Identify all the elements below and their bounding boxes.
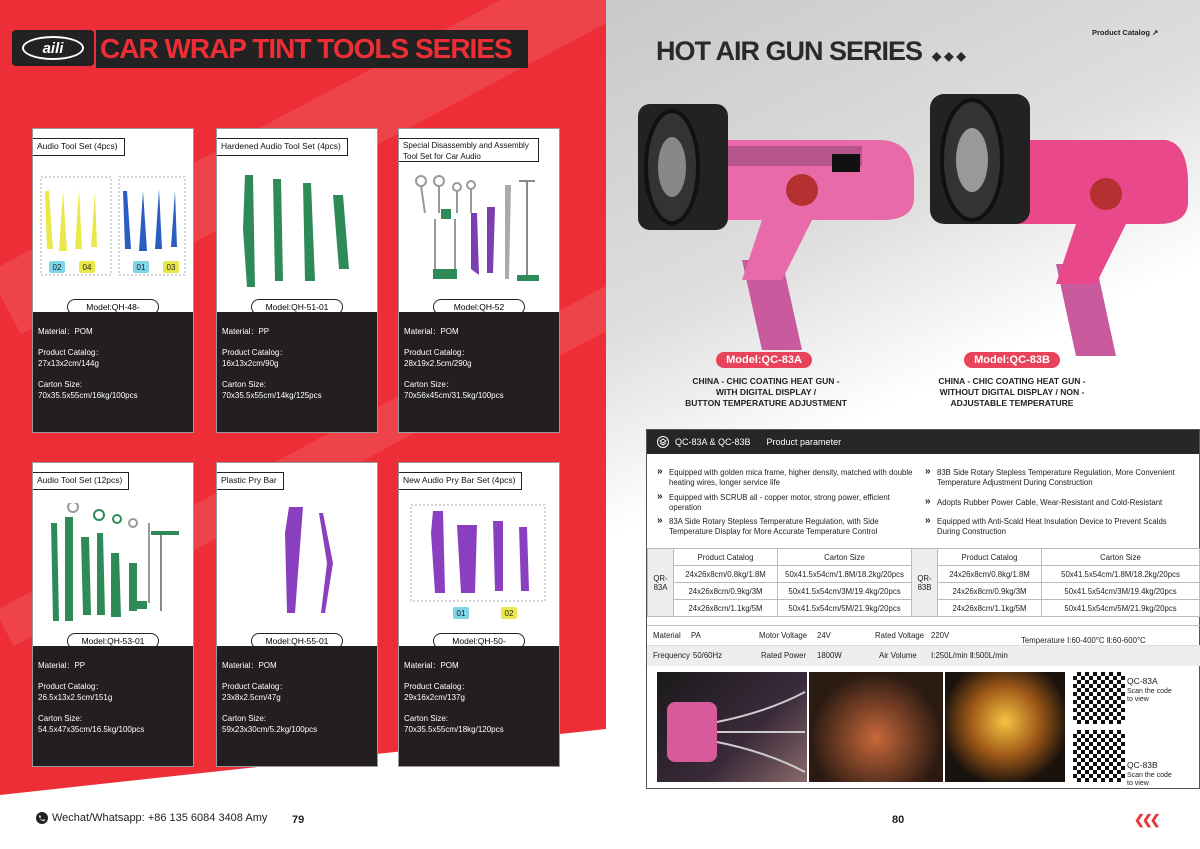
spec-label: Air Volume — [879, 651, 917, 660]
catalog-value: 29x16x2cm/137g — [404, 693, 465, 702]
cell: 50x41.5x54cm/5M/21.9kg/20pcs — [1042, 600, 1200, 617]
material: Material：POM — [404, 327, 459, 336]
spec-value: 24V — [817, 631, 831, 640]
th-catalog: Product Catalog — [674, 549, 778, 566]
catalog-value: 28x19x2.5cm/290g — [404, 359, 472, 368]
heat-gun-83b-image — [926, 74, 1196, 364]
qr-code-83b[interactable] — [1073, 730, 1125, 782]
feature-item: » Equipped with SCRUB all - copper motor, strong power, efficient operation — [657, 493, 915, 513]
cell: 50x41.5x54cm/3M/19.4kg/20pcs — [1042, 583, 1200, 600]
disassembly-tool-set-image — [405, 169, 553, 287]
card-specs — [399, 312, 559, 432]
feature-item: » 83B Side Rotary Stepless Temperature Regulation, More Convenient Temperature Adjustment During Construction — [925, 468, 1187, 488]
contact-text: Wechat/Whatsapp: +86 135 6084 3408 Amy — [52, 812, 268, 824]
product-card[interactable] — [398, 128, 560, 433]
desc-line: ADJUSTABLE TEMPERATURE — [950, 398, 1074, 408]
new-pry-bar-set-image — [405, 503, 553, 621]
desc-line: BUTTON TEMPERATURE ADJUSTMENT — [685, 398, 847, 408]
specs-block — [647, 625, 1200, 665]
feature-item: » 83A Side Rotary Stepless Temperature Regulation, with Side Temperature Display for More Accurate Temperature Control — [657, 517, 915, 537]
material: Material：PP — [222, 327, 270, 336]
carton-value: 70x35.5x55cm/14kg/125pcs — [222, 391, 322, 400]
model-label: Model:QH-52 — [433, 299, 525, 315]
material: Material：POM — [38, 327, 93, 336]
catalog-value: 27x13x2cm/144g — [38, 359, 99, 368]
qr-a-label: QC-83A — [1127, 676, 1158, 686]
feature-item: » Adopts Rubber Power Cable, Wear-Resistant and Cold-Resistant — [925, 498, 1187, 508]
product-card[interactable] — [216, 462, 378, 767]
product-parameter-box — [646, 429, 1200, 789]
model-a-label: QR-83A — [648, 549, 674, 617]
tag-03: 03 — [166, 263, 176, 272]
carton-label: Carton Size: — [38, 714, 83, 723]
card-title: Plastic Pry Bar — [217, 472, 284, 490]
catalog-label: Product Catalog： — [222, 348, 288, 357]
catalog-label: Product Catalog： — [222, 682, 288, 691]
photo-motor — [945, 672, 1065, 782]
cell: 24x26x8cm/0.8kg/1.8M — [674, 566, 778, 583]
model-label: Model:QH-51-01 — [251, 299, 343, 315]
carton-label: Carton Size: — [222, 380, 267, 389]
cell: 50x41.5x54cm/1.8M/18.2kg/20pcs — [778, 566, 912, 583]
card-specs — [217, 646, 377, 766]
desc-line: WITHOUT DIGITAL DISPLAY / NON - — [939, 387, 1085, 397]
feature-item: » Equipped with golden mica frame, higher density, matched with double heating wires, longer service life — [657, 468, 915, 488]
cell: 50x41.5x54cm/5M/21.9kg/20pcs — [778, 600, 912, 617]
audio-tool-set-image — [39, 169, 187, 287]
carton-value: 70x56x45cm/31.5kg/100pcs — [404, 391, 504, 400]
carton-value: 59x23x30cm/5.2kg/100pcs — [222, 725, 318, 734]
feature-item: » Equipped with Anti-Scald Heat Insulation Device to Prevent Scalds During Construction — [925, 517, 1187, 537]
card-title: Hardened Audio Tool Set (4pcs) — [217, 138, 348, 156]
photo-airflow — [657, 672, 807, 782]
desc-line: WITH DIGITAL DISPLAY / — [715, 387, 817, 397]
card-title: Special Disassembly and Assembly Tool Set for Car Audio — [399, 138, 539, 162]
product-card[interactable] — [216, 128, 378, 433]
gun-a-description — [646, 376, 886, 409]
model-label: Model:QH-48- — [67, 299, 159, 315]
desc-line: CHINA - CHIC COATING HEAT GUN - — [938, 376, 1086, 386]
tag-02: 02 — [504, 609, 514, 618]
cell: 50x41.5x54cm/3M/19.4kg/20pcs — [778, 583, 912, 600]
catalog-label: Product Catalog： — [38, 348, 104, 357]
corner-arrow-icon: ↗ — [1152, 28, 1159, 37]
left-title: CAR WRAP TINT TOOLS SERIES — [96, 30, 528, 68]
cell: 24x26x8cm/1.1kg/5M — [674, 600, 778, 617]
carton-value: 54.5x47x35cm/16.5kg/100pcs — [38, 725, 145, 734]
qr-a-hint: Scan the code to view — [1127, 688, 1172, 703]
spec-label: Motor Voltage — [759, 631, 808, 640]
spec-label: Rated Power — [761, 651, 807, 660]
product-card[interactable] — [398, 462, 560, 767]
th-carton: Carton Size — [778, 549, 912, 566]
catalog-value: 26.5x13x2.5cm/151g — [38, 693, 113, 702]
material: Material：PP — [38, 661, 86, 670]
right-title — [656, 36, 969, 67]
material: Material：POM — [222, 661, 277, 670]
catalog-label: Product Catalog： — [404, 348, 470, 357]
cell: 24x26x8cm/0.9kg/3M — [674, 583, 778, 600]
catalog-label: Product Catalog： — [404, 682, 470, 691]
carton-value: 70x35.5x55cm/16kg/100pcs — [38, 391, 138, 400]
catalog-label: Product Catalog： — [38, 682, 104, 691]
tag-01: 01 — [456, 609, 466, 618]
hardened-tool-set-image — [223, 169, 371, 287]
tag-02: 02 — [52, 263, 62, 272]
card-specs — [399, 646, 559, 766]
model-label: Model:QH-55-01 — [251, 633, 343, 649]
spec-value: Ⅰ:60-400°C Ⅱ:60-600°C — [1067, 636, 1146, 645]
card-specs — [217, 312, 377, 432]
card-specs — [33, 646, 193, 766]
spec-value: 220V — [931, 631, 950, 640]
cell: 24x26x8cm/1.1kg/5M — [938, 600, 1042, 617]
model-tag-83b: Model:QC-83B — [964, 352, 1060, 368]
airflow-graphic — [657, 672, 807, 782]
spec-label: Material — [653, 631, 681, 640]
model-b-label: QR-83B — [912, 549, 938, 617]
brand-logo — [12, 30, 94, 66]
tag-01: 01 — [136, 263, 146, 272]
cell: 24x26x8cm/0.9kg/3M — [938, 583, 1042, 600]
phone-icon — [36, 812, 48, 824]
param-subtitle: Product parameter — [766, 437, 842, 447]
th-carton: Carton Size — [1042, 549, 1200, 566]
title-dots: ◆◆◆ — [932, 49, 969, 63]
heat-gun-83a-image — [632, 80, 922, 360]
catalog-label-text: Product Catalog — [1092, 28, 1150, 37]
carton-label: Carton Size: — [38, 380, 83, 389]
plastic-pry-bar-image — [223, 503, 371, 621]
model-tag-83a: Model:QC-83A — [716, 352, 812, 368]
qr-b-label: QC-83B — [1127, 760, 1158, 770]
product-card[interactable] — [32, 128, 194, 433]
catalog-label-top — [1092, 28, 1158, 37]
carton-label: Carton Size: — [222, 714, 267, 723]
gun-b-description — [892, 376, 1132, 409]
catalog-value: 23x8x2.5cm/47g — [222, 693, 281, 702]
carton-label: Carton Size： — [404, 380, 454, 389]
spec-label: Frequency — [653, 651, 690, 660]
right-page — [606, 0, 1200, 849]
card-title: New Audio Pry Bar Set (4pcs) — [399, 472, 522, 490]
page-number-right: 80 — [892, 814, 905, 826]
model-label: Model:QH-50- — [433, 633, 525, 649]
material: Material：POM — [404, 661, 459, 670]
contact-footer — [36, 812, 267, 824]
spec-value: 1800W — [817, 651, 842, 660]
qr-b-hint: Scan the code to view — [1127, 772, 1172, 787]
product-card[interactable] — [32, 462, 194, 767]
card-title: Audio Tool Set (4pcs) — [33, 138, 125, 156]
cell: 24x26x8cm/0.8kg/1.8M — [938, 566, 1042, 583]
parameter-header — [647, 430, 1199, 454]
catalog-value: 16x13x2cm/90g — [222, 359, 279, 368]
photo-heating-coil — [809, 672, 943, 782]
model-label: Model:QH-53-01 — [67, 633, 159, 649]
spec-value: Ⅰ:250L/min Ⅱ:500L/min — [931, 651, 1008, 660]
carton-label: Carton Size: — [404, 714, 449, 723]
right-title-text: HOT AIR GUN SERIES — [656, 36, 923, 66]
page-number-left: 79 — [292, 814, 305, 826]
desc-line: CHINA - CHIC COATING HEAT GUN - — [692, 376, 840, 386]
spec-value: PA — [691, 631, 701, 640]
carton-table — [647, 548, 1200, 617]
spec-label: Temperature — [1021, 636, 1065, 645]
brand-text: aili — [22, 36, 84, 60]
qr-code-83a[interactable] — [1073, 672, 1125, 724]
card-title: Audio Tool Set (12pcs) — [33, 472, 129, 490]
card-specs — [33, 312, 193, 432]
cell: 50x41.5x54cm/1.8M/18.2kg/20pcs — [1042, 566, 1200, 583]
spec-value: 50/60Hz — [693, 651, 723, 660]
param-title: QC-83A & QC-83B — [675, 437, 751, 447]
th-catalog: Product Catalog — [938, 549, 1042, 566]
carton-value: 70x35.5x55cm/18kg/120pcs — [404, 725, 504, 734]
audio-tool-set-12-image — [39, 503, 187, 621]
layers-icon — [657, 436, 669, 448]
tag-04: 04 — [82, 263, 92, 272]
spec-label: Rated Voltage — [875, 631, 924, 640]
back-arrows-icon: ❮❮❮ — [1134, 812, 1158, 827]
